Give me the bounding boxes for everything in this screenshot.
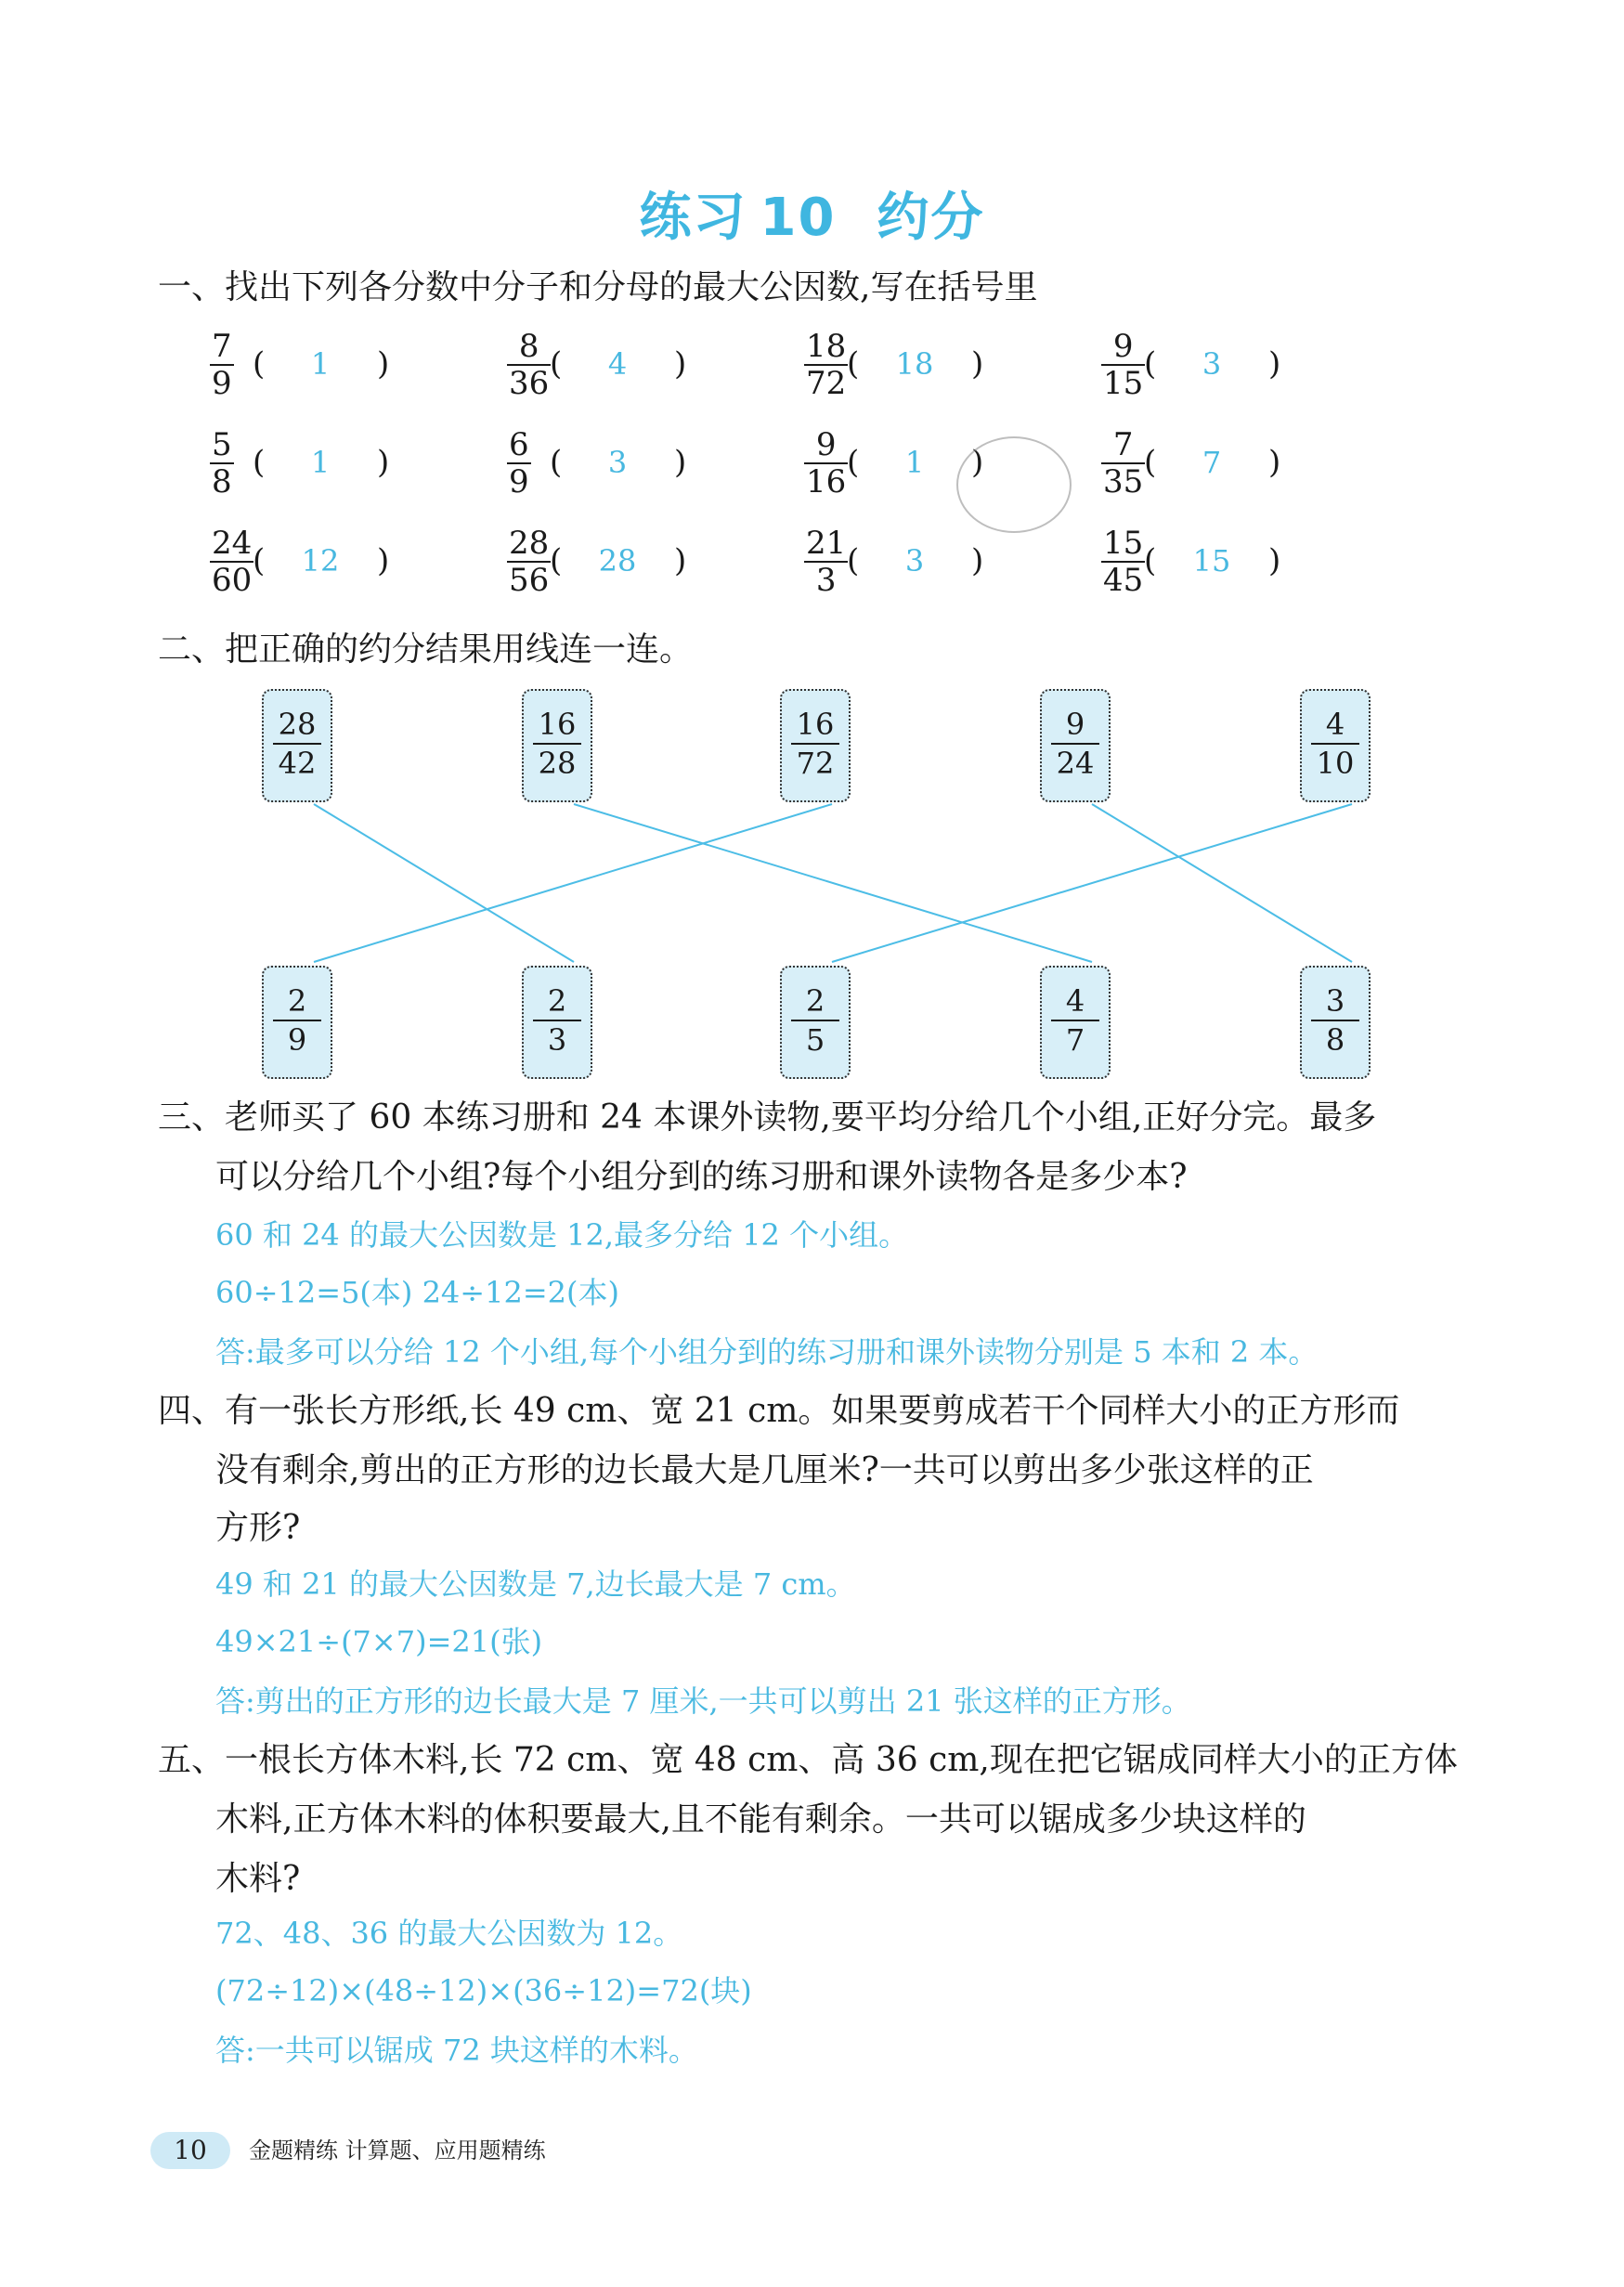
bottom-fraction-box[interactable] (1300, 966, 1371, 1079)
section4-answer-line1: 49 和 21 的最大公因数是 7,边长最大是 7 cm。 (215, 1566, 856, 1602)
denominator: 15 (1103, 365, 1144, 402)
numerator: 16 (796, 707, 835, 742)
close-paren: ) (1268, 542, 1281, 579)
denominator: 42 (273, 743, 321, 782)
denominator: 7 (1051, 1020, 1099, 1059)
section5-answer-line3: 答:一共可以锯成 72 块这样的木料。 (215, 2033, 698, 2068)
match-line (314, 804, 832, 962)
section5-answer-line1: 72、48、36 的最大公因数为 12。 (215, 1916, 683, 1951)
open-paren: ( (550, 542, 563, 579)
close-paren: ) (1268, 444, 1281, 481)
close-paren: ) (971, 542, 984, 579)
match-line (1092, 804, 1352, 962)
answer-value[interactable]: 18 (895, 346, 934, 382)
numerator: 7 (212, 328, 232, 365)
fraction (782, 982, 849, 1059)
bottom-fraction-box[interactable] (262, 966, 332, 1079)
section2-heading: 二、把正确的约分结果用线连一连。 (158, 630, 694, 669)
numerator: 21 (806, 525, 847, 562)
answer-value[interactable]: 3 (1202, 346, 1222, 382)
section5-answer-line2: (72÷12)×(48÷12)×(36÷12)=72(块) (215, 1973, 752, 2008)
answer-value[interactable]: 1 (904, 445, 925, 480)
section4-answer-line2: 49×21÷(7×7)=21(张) (215, 1624, 543, 1659)
denominator: 72 (791, 743, 839, 782)
numerator: 18 (806, 328, 847, 365)
answer-value[interactable]: 28 (598, 543, 637, 578)
denominator: 9 (273, 1020, 321, 1059)
open-paren: ( (847, 444, 860, 481)
top-fraction-box[interactable] (1300, 689, 1371, 802)
page-number: 10 (150, 2132, 230, 2169)
section4-question-line1: 四、有一张长方形纸,长 49 cm、宽 21 cm。如果要剪成若干个同样大小的正方形而 (158, 1392, 1400, 1430)
denominator: 3 (533, 1020, 581, 1059)
open-paren: ( (1144, 542, 1157, 579)
denominator: 28 (533, 743, 581, 782)
section5-question-line2: 木料,正方体木料的体积要最大,且不能有剩余。一共可以锯成多少块这样的 (215, 1800, 1306, 1839)
match-line (832, 804, 1352, 962)
numerator: 9 (815, 426, 837, 463)
section3-answer-line3: 答:最多可以分给 12 个小组,每个小组分到的练习册和课外读物分别是 5 本和 2 本。 (215, 1334, 1319, 1370)
match-line (314, 804, 574, 962)
numerator: 2 (547, 983, 567, 1019)
open-paren: ( (253, 444, 266, 481)
match-line (574, 804, 1092, 962)
numerator: 28 (278, 707, 317, 742)
section3-answer-line2: 60÷12=5(本) 24÷12=2(本) (215, 1275, 619, 1310)
close-paren: ) (377, 345, 390, 383)
numerator: 15 (1103, 525, 1144, 562)
numerator: 2 (805, 983, 825, 1019)
section3-question-line1: 三、老师买了 60 本练习册和 24 本课外读物,要平均分给几个小组,正好分完。最多 (158, 1098, 1377, 1137)
denominator: 72 (806, 365, 847, 402)
book-series-label: 金题精练 计算题、应用题精练 (249, 2138, 546, 2164)
answer-value[interactable]: 12 (301, 543, 340, 578)
matching-lines (0, 0, 1624, 1114)
denominator: 60 (212, 562, 253, 599)
fraction (524, 706, 591, 782)
denominator: 10 (1311, 743, 1359, 782)
denominator: 3 (804, 561, 848, 598)
close-paren: ) (971, 345, 984, 383)
answer-value[interactable]: 3 (904, 543, 925, 578)
bottom-fraction-box[interactable] (522, 966, 592, 1079)
bottom-fraction-box[interactable] (780, 966, 851, 1079)
close-paren: ) (377, 542, 390, 579)
open-paren: ( (253, 345, 266, 383)
numerator: 9 (1065, 707, 1085, 742)
numerator: 4 (1325, 707, 1345, 742)
top-fraction-box[interactable] (780, 689, 851, 802)
answer-value[interactable]: 1 (310, 445, 331, 480)
numerator: 28 (509, 525, 550, 562)
fraction (1302, 706, 1369, 782)
denominator: 45 (1103, 562, 1144, 599)
answer-value[interactable]: 15 (1192, 543, 1231, 578)
top-fraction-box[interactable] (522, 689, 592, 802)
open-paren: ( (550, 444, 563, 481)
denominator: 35 (1103, 463, 1144, 500)
denominator: 8 (1311, 1020, 1359, 1059)
section1-heading: 一、找出下列各分数中分子和分母的最大公因数,写在括号里 (158, 268, 1038, 306)
denominator: 9 (212, 365, 232, 402)
numerator: 7 (1112, 426, 1134, 463)
denominator: 36 (509, 365, 550, 402)
top-fraction-box[interactable] (262, 689, 332, 802)
fraction (1302, 982, 1369, 1059)
close-paren: ) (1268, 345, 1281, 383)
top-fraction-box[interactable] (1040, 689, 1111, 802)
numerator: 5 (212, 426, 232, 463)
open-paren: ( (253, 542, 266, 579)
open-paren: ( (847, 542, 860, 579)
bottom-fraction-box[interactable] (1040, 966, 1111, 1079)
close-paren: ) (674, 345, 687, 383)
denominator: 5 (791, 1020, 839, 1059)
open-paren: ( (1144, 345, 1157, 383)
numerator: 4 (1065, 983, 1085, 1019)
fraction (264, 706, 331, 782)
close-paren: ) (674, 542, 687, 579)
title-number: 10 (760, 188, 837, 248)
answer-value[interactable]: 4 (607, 346, 628, 382)
numerator: 8 (518, 328, 539, 365)
section5-question-line3: 木料? (215, 1860, 301, 1898)
denominator: 9 (509, 463, 529, 500)
fraction (1042, 982, 1109, 1059)
section4-question-line2: 没有剩余,剪出的正方形的边长最大是几厘米?一共可以剪出多少张这样的正 (215, 1451, 1314, 1489)
section5-question-line1: 五、一根长方体木料,长 72 cm、宽 48 cm、高 36 cm,现在把它锯成同样大小的正方体 (158, 1741, 1458, 1779)
denominator: 16 (806, 463, 847, 500)
fraction (782, 706, 849, 782)
open-paren: ( (1144, 444, 1157, 481)
section3-answer-line1: 60 和 24 的最大公因数是 12,最多分给 12 个小组。 (215, 1217, 909, 1253)
fraction (264, 982, 331, 1059)
numerator: 3 (1325, 983, 1345, 1019)
close-paren: ) (971, 444, 984, 481)
answer-value[interactable]: 1 (310, 346, 331, 382)
numerator: 24 (212, 525, 253, 562)
open-paren: ( (847, 345, 860, 383)
title-prefix: 练习 (639, 188, 747, 248)
denominator: 8 (212, 463, 232, 500)
section3-question-line2: 可以分给几个小组?每个小组分到的练习册和课外读物各是多少本? (215, 1158, 1188, 1196)
section4-question-line3: 方形? (215, 1509, 301, 1547)
numerator: 2 (287, 983, 307, 1019)
denominator: 56 (509, 562, 550, 599)
numerator: 9 (1112, 328, 1134, 365)
answer-value[interactable]: 3 (607, 445, 628, 480)
answer-value[interactable]: 7 (1202, 445, 1222, 480)
denominator: 24 (1051, 743, 1099, 782)
section4-answer-line3: 答:剪出的正方形的边长最大是 7 厘米,一共可以剪出 21 张这样的正方形。 (215, 1683, 1191, 1719)
open-paren: ( (550, 345, 563, 383)
fraction (1042, 706, 1109, 782)
close-paren: ) (674, 444, 687, 481)
title-topic: 约分 (877, 188, 985, 248)
fraction (524, 982, 591, 1059)
numerator: 16 (538, 707, 577, 742)
numerator: 6 (509, 426, 529, 463)
close-paren: ) (377, 444, 390, 481)
